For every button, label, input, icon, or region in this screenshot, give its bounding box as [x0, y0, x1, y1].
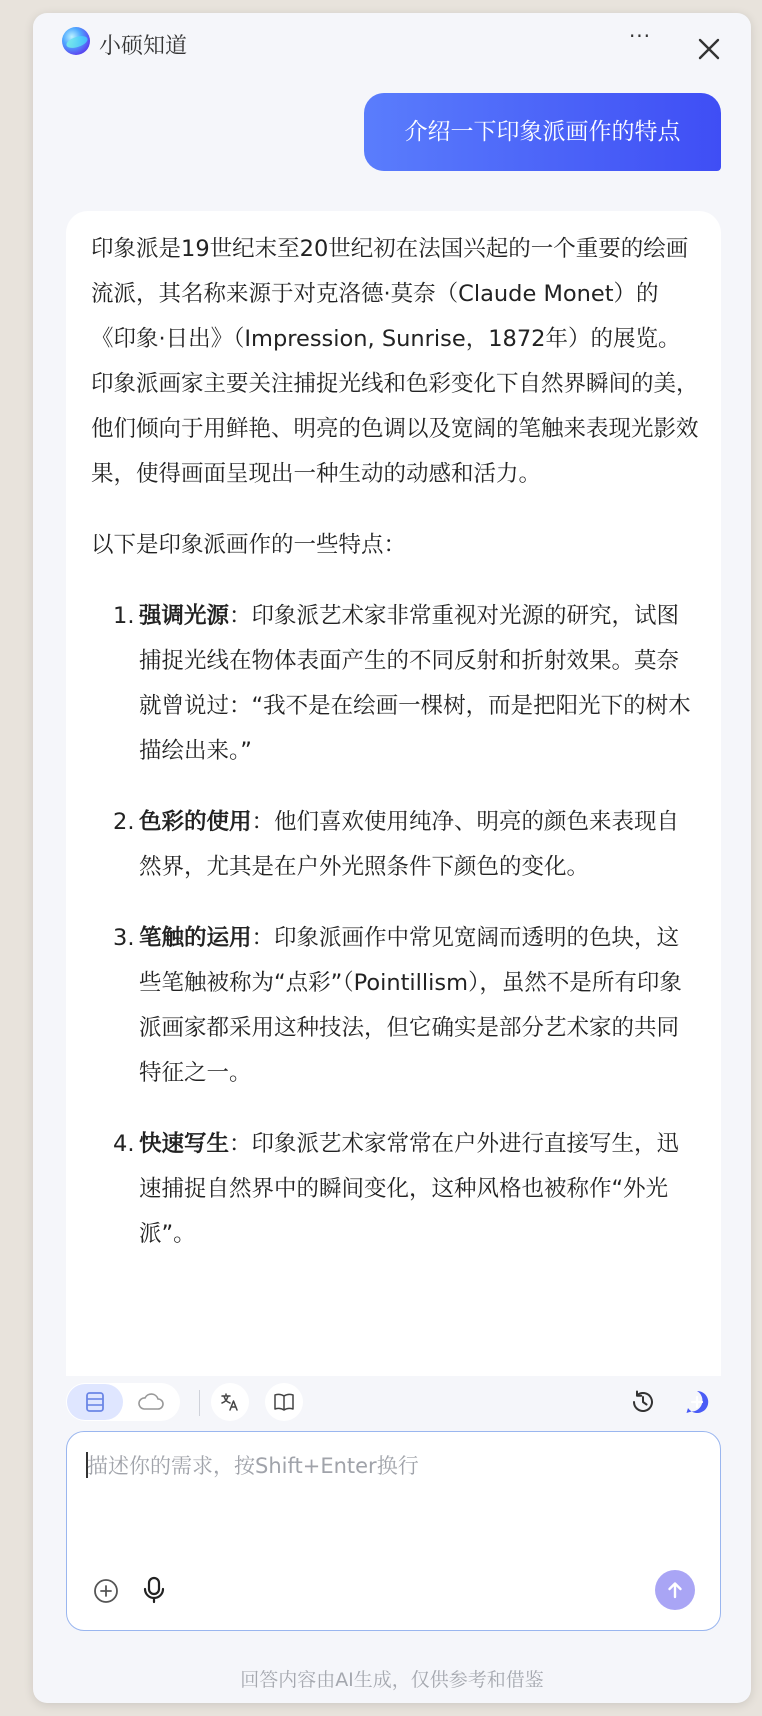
more-icon[interactable]: ···: [628, 24, 652, 48]
list-item: [91, 594, 701, 774]
message-input[interactable]: [87, 1450, 687, 1550]
new-chat-icon[interactable]: [678, 1383, 716, 1421]
list-item-title: 色彩的使用: [139, 809, 252, 835]
toolbar-divider: [199, 1390, 200, 1416]
ai-disclaimer: 回答内容由AI生成，仅供参考和借鉴: [240, 1669, 544, 1691]
message-input-box: [66, 1431, 721, 1631]
book-icon[interactable]: [265, 1383, 303, 1421]
answer-list-intro: 以下是印象派画作的一些特点：: [91, 532, 407, 558]
microphone-icon[interactable]: [139, 1574, 169, 1606]
feature-list: [91, 594, 701, 1257]
answer-content: [91, 227, 701, 1283]
chat-window: [33, 13, 751, 1703]
list-item-text: ：印象派画作中常见宽阔而透明的色块，这些笔触被称为“点彩”（Pointillism），虽然不是所有印象派画家都采用这种技法，但它确实是部分艺术家的共同特征之一。: [139, 925, 682, 1086]
history-icon[interactable]: [624, 1383, 662, 1421]
composer-toolbar: [33, 1376, 751, 1436]
title-bar: [33, 13, 751, 69]
list-item-text: ：印象派艺术家常常在户外进行直接写生，迅速捕捉自然界中的瞬间变化，这种风格也被称作“外光派”。: [139, 1131, 680, 1247]
list-item-title: 笔触的运用: [139, 925, 252, 951]
list-item-title: 强调光源: [139, 603, 230, 629]
app-logo-icon: [62, 27, 90, 55]
cloud-icon[interactable]: [124, 1384, 178, 1420]
send-button[interactable]: [655, 1570, 695, 1610]
list-item-number: 4.: [113, 1131, 135, 1157]
list-item-number: 1.: [113, 603, 135, 629]
send-arrow-icon: [665, 1580, 685, 1600]
list-item: [91, 800, 701, 890]
list-item-number: 2.: [113, 809, 135, 835]
mode-toggle-group: [66, 1383, 180, 1421]
close-icon[interactable]: [697, 37, 721, 61]
translate-icon[interactable]: [211, 1383, 249, 1421]
assistant-answer-card: [66, 211, 721, 1376]
document-list-icon[interactable]: [67, 1384, 123, 1420]
app-title: 小硕知道: [99, 34, 188, 59]
list-item-number: 3.: [113, 925, 135, 951]
answer-intro: 印象派是19世纪末至20世纪初在法国兴起的一个重要的绘画流派，其名称来源于对克洛德·莫奈（Claude Monet）的《印象·日出》（Impression, Sunrise，1872年）的展览。印象派画家主要关注捕捉光线和色彩变化下自然界瞬间的美，他们倾向于用鲜艳、明亮的色调以及宽阔的笔触来表现光影效果，使得画面呈现出一种生动的动感和活力。: [91, 236, 699, 487]
list-item: [91, 916, 701, 1096]
plus-circle-icon[interactable]: [91, 1576, 121, 1606]
list-item-text: ：他们喜欢使用纯净、明亮的颜色来表现自然界，尤其是在户外光照条件下颜色的变化。: [139, 809, 680, 880]
list-item: [91, 1122, 701, 1257]
user-message-bubble: 介绍一下印象派画作的特点: [364, 93, 721, 171]
list-item-text: ：印象派艺术家非常重视对光源的研究，试图捕捉光线在物体表面产生的不同反射和折射效果。莫奈就曾说过：“我不是在绘画一棵树，而是把阳光下的树木描绘出来。”: [139, 603, 691, 764]
list-item-title: 快速写生: [139, 1131, 230, 1157]
